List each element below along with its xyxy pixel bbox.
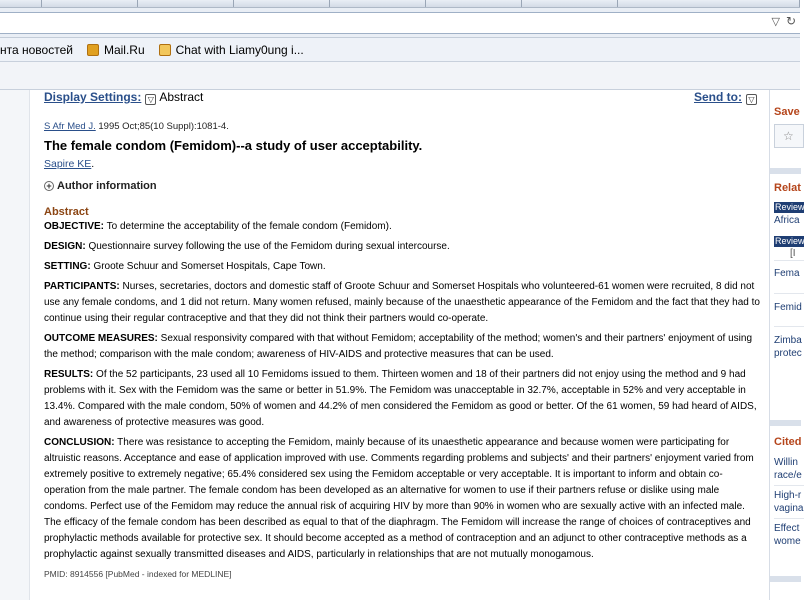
cited-item[interactable]: Willin xyxy=(774,457,798,468)
related-item[interactable]: Africa xyxy=(774,215,800,226)
chat-icon xyxy=(159,44,171,56)
journal-link[interactable]: S Afr Med J. xyxy=(44,121,96,132)
abstract-objective xyxy=(44,219,762,235)
author-line xyxy=(44,158,762,170)
browser-tab-strip[interactable] xyxy=(0,0,800,8)
cited-item[interactable]: Effect xyxy=(774,523,800,534)
section-text: Nurses, secretaries, doctors and domestic staff of Groote Schuur and Somerset Hospitals who volunteered-61 women were recruited, 8 did not use any female condoms, and 1 did not return. Many women refused, mainly because of the unaesthetic appearance of the Femidom and the fact that they had to continue using their regular contraceptive and that they did not think their partners would co-operate. xyxy=(44,281,760,324)
browser-tab[interactable] xyxy=(618,0,800,7)
display-settings-link[interactable]: Display Settings: xyxy=(44,90,142,104)
section-label: SETTING: xyxy=(44,261,91,272)
bookmark-label: нта новостей xyxy=(0,42,73,57)
section-text: Questionnaire survey following the use of the Femidom during sexual intercourse. xyxy=(85,241,450,252)
send-to[interactable] xyxy=(694,90,760,105)
right-sidebar xyxy=(769,90,805,600)
author-information-toggle[interactable] xyxy=(44,180,762,192)
address-bar[interactable] xyxy=(0,12,800,34)
bookmark-label: Mail.Ru xyxy=(103,42,145,57)
mailru-icon xyxy=(87,44,99,56)
related-item[interactable]: Femid xyxy=(774,302,802,313)
related-item-bracket: [I xyxy=(790,248,796,259)
expand-plus-icon[interactable]: + xyxy=(44,181,54,191)
abstract-participants xyxy=(44,279,762,327)
secondary-toolbar xyxy=(0,62,800,90)
left-gutter xyxy=(0,90,30,600)
bookmarks-bar xyxy=(0,38,800,62)
section-label: OUTCOME MEASURES: xyxy=(44,333,158,344)
sidebar-divider xyxy=(770,576,801,582)
section-label: CONCLUSION: xyxy=(44,437,115,448)
review-tag: Review xyxy=(775,236,805,246)
cited-item-continued[interactable]: wome xyxy=(774,536,801,547)
browser-tab[interactable] xyxy=(522,0,618,7)
separator xyxy=(774,518,804,519)
star-icon[interactable]: ☆ xyxy=(783,129,794,143)
review-tag: Review xyxy=(775,202,805,212)
cited-item-continued[interactable]: vagina xyxy=(774,503,804,514)
cited-item[interactable]: High-r xyxy=(774,490,802,501)
sidebar-divider xyxy=(770,420,801,426)
abstract-heading: Abstract xyxy=(44,206,89,218)
related-item[interactable]: Zimba xyxy=(774,335,802,346)
separator xyxy=(774,485,804,486)
browser-tab[interactable] xyxy=(138,0,234,7)
pmid-line: PMID: 8914556 [PubMed - indexed for MEDLINE] xyxy=(44,569,232,579)
abstract-conclusion xyxy=(44,435,762,563)
sidebar-divider xyxy=(770,168,801,174)
display-toolbar xyxy=(44,90,762,106)
bookmark-label: Chat with Liamy0ung i... xyxy=(175,42,304,57)
article-title: The female condom (Femidom)--a study of user acceptability. xyxy=(44,138,423,153)
browser-tab[interactable] xyxy=(234,0,330,7)
related-heading: Relat xyxy=(774,182,801,194)
bookmark-news[interactable] xyxy=(0,43,73,57)
bookmark-mailru[interactable] xyxy=(87,43,145,57)
section-text: Sexual responsivity compared with that without Femidom; acceptability of the method; women's and their partners' enjoyment of using the method; comparison with the male condom; awareness of HIV-AIDS and protective measures that can be used. xyxy=(44,333,753,360)
section-label: PARTICIPANTS: xyxy=(44,281,120,292)
url-dropdown-icon[interactable]: ▽ xyxy=(771,16,780,28)
citation-line xyxy=(44,121,762,132)
chevron-down-icon[interactable]: ▽ xyxy=(746,94,757,105)
save-heading: Save xyxy=(774,106,800,118)
author-suffix: . xyxy=(91,158,95,170)
display-format-value: Abstract xyxy=(159,90,204,104)
cited-item-continued[interactable]: race/e xyxy=(774,470,802,481)
section-text: Groote Schuur and Somerset Hospitals, Cape Town. xyxy=(90,261,326,272)
send-to-link[interactable]: Send to: xyxy=(694,90,742,104)
bookmark-chat[interactable] xyxy=(159,43,304,57)
abstract-results xyxy=(44,367,762,431)
section-text: To determine the acceptability of the female condom (Femidom). xyxy=(104,221,392,232)
section-label: DESIGN: xyxy=(44,241,86,252)
browser-tab[interactable] xyxy=(426,0,522,7)
refresh-icon[interactable]: ↻ xyxy=(785,14,796,28)
related-item[interactable]: Fema xyxy=(774,268,800,279)
navigation-toolbar xyxy=(0,8,800,38)
abstract-setting xyxy=(44,259,762,275)
display-settings[interactable] xyxy=(44,90,203,105)
author-information-label: Author information xyxy=(57,180,157,192)
related-item-continued[interactable]: protec xyxy=(774,348,802,359)
save-search-box[interactable] xyxy=(774,124,804,148)
abstract-design xyxy=(44,239,762,255)
browser-tab[interactable] xyxy=(0,0,42,7)
chevron-down-icon[interactable]: ▽ xyxy=(145,94,156,105)
browser-tab[interactable] xyxy=(330,0,426,7)
author-link[interactable]: Sapire KE xyxy=(44,158,92,170)
abstract-outcome-measures xyxy=(44,331,762,363)
separator xyxy=(774,293,804,294)
section-label: RESULTS: xyxy=(44,369,94,380)
section-label: OBJECTIVE: xyxy=(44,221,105,232)
section-text: Of the 52 participants, 23 used all 10 Femidoms issued to them. Thirteen women and 18 of their partners did not enjoy using the method and 9 had problems with it. Sex with the Femidom was the same or better in 51.9%. The Femidom was unacceptable in 32.7%, acceptable in 52% and very acceptable in 13.4%. Compared with the male condom, 50% of women and 44.2% of men considered the Femidom as good or better. Of the 61 women, 59 had heard of AIDS, and awareness of protective measures was good. xyxy=(44,369,757,428)
browser-tab[interactable] xyxy=(42,0,138,7)
page-content xyxy=(0,90,805,600)
section-text: There was resistance to accepting the Femidom, mainly because of its unaesthetic appearance and because women were participating for altruistic reasons. Acceptance and ease of application improved with use. Comments regarding problems and subjects' and their partners' enjoyment varied from extremely positive to extremely negative; 65.4% considered sex using the Femidom acceptable or very acceptable. It is important to inform and obtain co-operation from the male partner. The female condom has been developed as an alternative for women to use if their partners refuse or dislike using male condoms. Perfect use of the Femidom may reduce the annual risk of acquiring HIV by more than 90% in women who are sexually active with an infected male. The efficacy of the female condom has been described as equal to that of the diaphragm. The Femidom will increase the range of choices of contraceptives and prophylactic methods available for protective sex. It should become accepted as a method of contraception and an adjunct to other contraceptive methods as a prophylactic against sexually transmitted diseases and AIDS, particularly in relationships that are not mutually monogamous. xyxy=(44,437,754,560)
citation-details: 1995 Oct;85(10 Suppl):1081-4. xyxy=(95,121,229,132)
separator xyxy=(774,326,804,327)
separator xyxy=(774,260,804,261)
abstract-main xyxy=(44,90,762,579)
cited-heading: Cited xyxy=(774,436,802,448)
